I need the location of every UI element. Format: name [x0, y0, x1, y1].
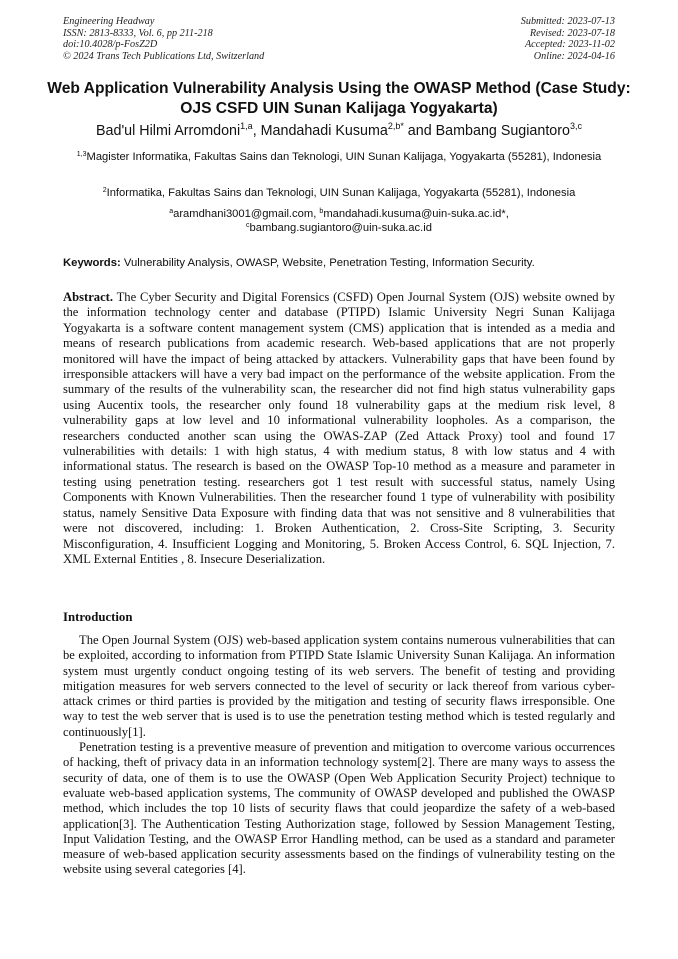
- submission-dates: [521, 16, 615, 62]
- paragraph: The Open Journal System (OJS) web-based application system contains numerous vulnerabilities that can be exploited, according to information from PTIPD State Islamic University Sunan Kalijaga. An information system must urgently conduct ongoing testing of its web servers. The benefit of testing and providing mitigation measures for web servers connected to the level of security or lack thereof from various cyber-attack crimes or third parties is provided by the mitigation and testing of security flaws irresponsible. One way to test the web server that is used is to use the penetration testing method which is tested regularly and continuously[1].: [63, 633, 615, 739]
- author-sup: 2,b*: [387, 121, 404, 131]
- abstract-label: Abstract.: [63, 290, 114, 304]
- email-sep: ,: [505, 208, 509, 220]
- paper-title: Web Application Vulnerability Analysis Using the OWASP Method (Case Study: OJS CSFD UIN Sunan Kalijaga Yogyakarta): [47, 80, 631, 117]
- affiliation-text: Informatika, Fakultas Sains dan Teknologi, UIN Sunan Kalijaga, Yogyakarta (55281), Indonesia: [106, 187, 576, 199]
- introduction-body: [63, 633, 615, 878]
- abstract: [63, 290, 615, 567]
- date-revised: Revised: 2023-07-18: [529, 27, 615, 39]
- affiliation-sup: 1,3: [76, 151, 87, 158]
- keywords-label: Keywords:: [63, 257, 121, 269]
- journal-issn: ISSN: 2813-8333, Vol. 6, pp 211-218: [63, 27, 213, 39]
- affiliation-2: [60, 186, 618, 200]
- email-link[interactable]: mandahadi.kusuma@uin-suka.ac.id*: [323, 208, 506, 220]
- email-sup: c: [246, 222, 250, 229]
- author-name: Bad'ul Hilmi Arromdoni: [96, 123, 241, 139]
- author-emails: [60, 207, 618, 235]
- section-heading-introduction: Introduction: [63, 610, 133, 624]
- journal-info: [63, 16, 264, 62]
- author-list: [40, 122, 638, 140]
- author-sup: 3,c: [569, 121, 582, 131]
- keywords-text: Vulnerability Analysis, OWASP, Website, Penetration Testing, Information Security.: [120, 257, 535, 269]
- author-sep: ,: [252, 123, 261, 139]
- date-submitted: Submitted: 2023-07-13: [520, 16, 615, 27]
- date-online: Online: 2024-04-16: [533, 50, 615, 62]
- author-sup: 1,a: [240, 121, 253, 131]
- email-sup: a: [169, 208, 174, 215]
- affiliation-1: [60, 150, 618, 164]
- email-sep: ,: [313, 208, 320, 220]
- journal-name: Engineering Headway: [63, 16, 155, 27]
- author-name: Bambang Sugiantoro: [435, 123, 570, 139]
- date-accepted: Accepted: 2023-11-02: [524, 39, 615, 51]
- affiliation-text: Magister Informatika, Fakultas Sains dan Teknologi, UIN Sunan Kalijaga, Yogyakarta (55281), Indonesia: [86, 151, 602, 163]
- keywords: [63, 256, 615, 270]
- email-sup: b: [319, 208, 324, 215]
- email-link[interactable]: aramdhani3001@gmail.com: [173, 208, 314, 220]
- author-name: Mandahadi Kusuma: [260, 123, 388, 139]
- author-sep: and: [403, 123, 436, 139]
- journal-doi: doi:10.4028/p-FosZ2D: [63, 39, 158, 51]
- affiliation-sup: 2: [102, 187, 107, 194]
- paragraph: Penetration testing is a preventive measure of prevention and mitigation to overcome various occurrences of hacking, theft of privacy data in an information technology system[2]. There are many ways to assess the security of data, one of them is to use the OWASP (Open Web Application Security Project) technique to evaluate web-based application systems, The community of OWASP developed and published the OWASP method, which includes the top 10 lists of security flaws that could jeopardize the safety of a web-based application[3]. The Authentication Testing Authorization stage, followed by Session Management Testing, Input Validation Testing, and the OWASP Error Handling method, can be used as a standard and parameter measure of web-based application security assessments based on the findings of vulnerability testing on the website using several categories [4].: [63, 740, 615, 877]
- journal-copyright: © 2024 Trans Tech Publications Ltd, Switzerland: [63, 50, 265, 62]
- email-link[interactable]: bambang.sugiantoro@uin-suka.ac.id: [249, 222, 432, 234]
- abstract-text: The Cyber Security and Digital Forensics (CSFD) Open Journal System (OJS) website owned by the information technology center and database (PTIPD) Islamic University Negri Sunan Kalijaga Yogyakarta is a software content management system (CMS) application that is intended as a media and means of research publications from academic research. Web-based applications that are not properly monitored will have the impact of being attacked by attackers. Vulnerability gaps that have been found by irresponsible attackers will have a very bad impact on the performance of the website application. From the summary of the results of the vulnerability scan, the researcher did not find high status vulnerability gaps using Aucentix tools, the researcher only found 18 vulnerability gaps at the medium risk level, 8 vulnerability gaps at low level and 10 informational vulnerability loopholes. As a comparison, the researchers conducted another scan using the OWAS-ZAP (Zed Attack Proxy) tool and found 17 vulnerabilities with details: 1 with high status, 4 with medium status, 8 with low status and 4 with informational status. The research is based on the OWASP Top-10 method as a measure and parameter in testing using penetration testing. researchers got 1 test result with successful status, namely Using Components with Known Vulnerabilities. Then the researcher found 1 type of vulnerability with posibility status, namely Sensitive Data Exposure with finding data that was not sensitive and 8 vulnerabilities that were not discovered, including: 1. Broken Authentication, 2. Cross-Site Scripting, 3. Security Misconfiguration, 4. Insufficient Logging and Monitoring, 5. Broken Access Control, 6. SQL Injection, 7. XML External Entities , 8. Insecure Deserialization.: [63, 290, 615, 566]
